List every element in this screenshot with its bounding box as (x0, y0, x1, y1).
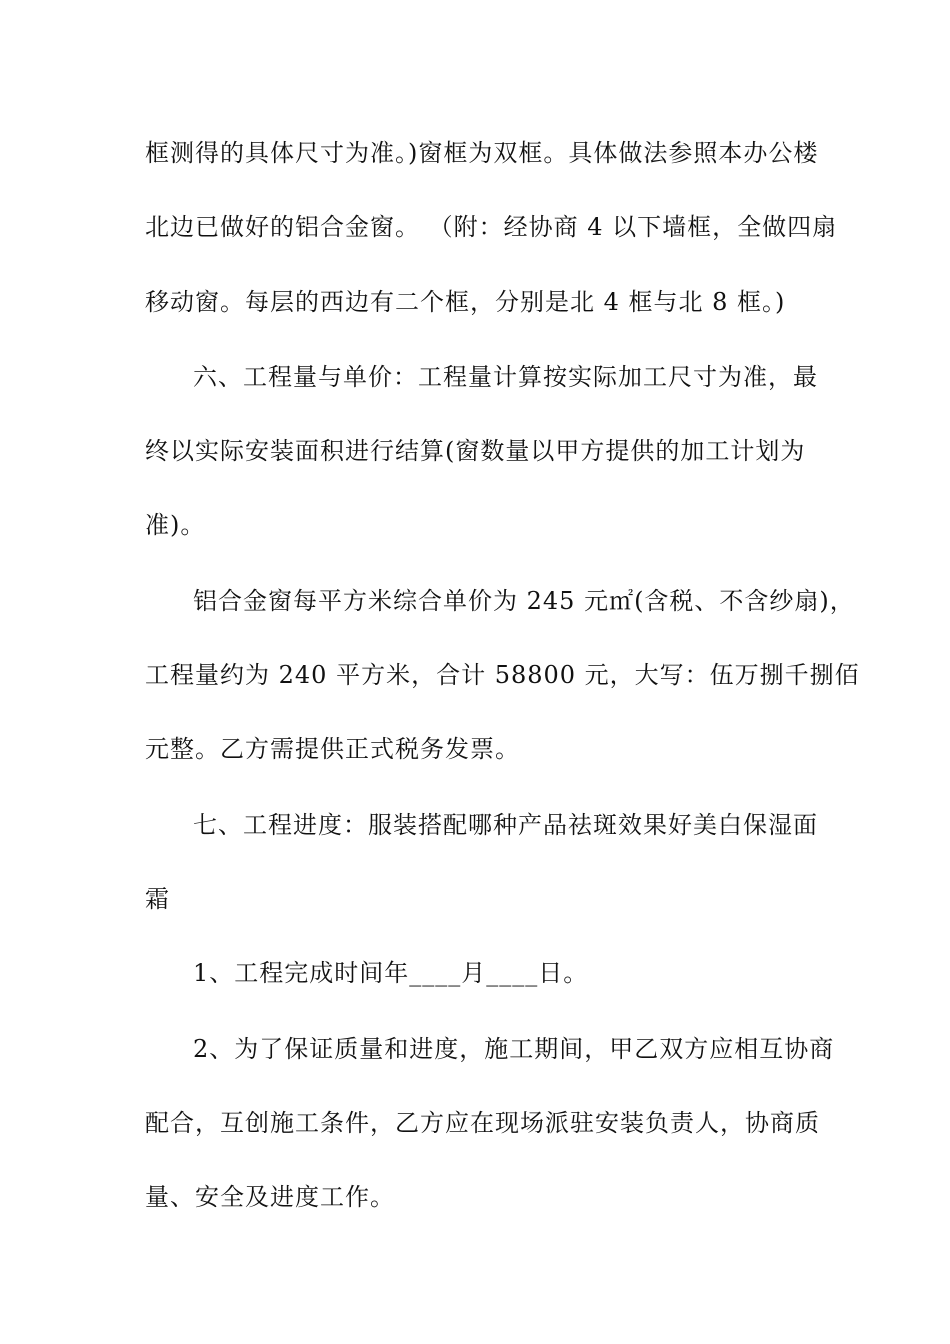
section-6-heading-line: 六、工程量与单价：工程量计算按实际加工尺寸为准，最 (193, 363, 818, 391)
text-line-9: 元整。乙方需提供正式税务发票。 (145, 735, 520, 763)
text-line-1: 框测得的具体尺寸为准。)窗框为双框。具体做法参照本办公楼 (145, 139, 819, 167)
text-line-15: 量、安全及进度工作。 (145, 1183, 395, 1211)
text-line-8: 工程量约为 240 平方米，合计 58800 元，大写：伍万捌千捌佰 (145, 661, 860, 689)
text-line-3: 移动窗。每层的西边有二个框，分别是北 4 框与北 8 框。) (145, 288, 786, 316)
item-1-line: 1、工程完成时间年____月____日。 (193, 959, 589, 987)
text-line-2: 北边已做好的铝合金窗。 （附：经协商 4 以下墙框，全做四扇 (145, 213, 838, 241)
text-line-6: 准)。 (145, 511, 206, 539)
text-line-5: 终以实际安装面积进行结算(窗数量以甲方提供的加工计划为 (145, 437, 806, 465)
item-2-line: 2、为了保证质量和进度，施工期间，甲乙双方应相互协商 (193, 1035, 835, 1063)
text-line-14: 配合，互创施工条件，乙方应在现场派驻安装负责人，协商质 (145, 1109, 820, 1137)
text-line-11: 霜 (145, 885, 170, 913)
unit-price-line: 铝合金窗每平方米综合单价为 245 元㎡(含税、不含纱扇)， (193, 587, 855, 615)
section-7-heading-line: 七、工程进度：服装搭配哪种产品祛斑效果好美白保湿面 (193, 811, 818, 839)
